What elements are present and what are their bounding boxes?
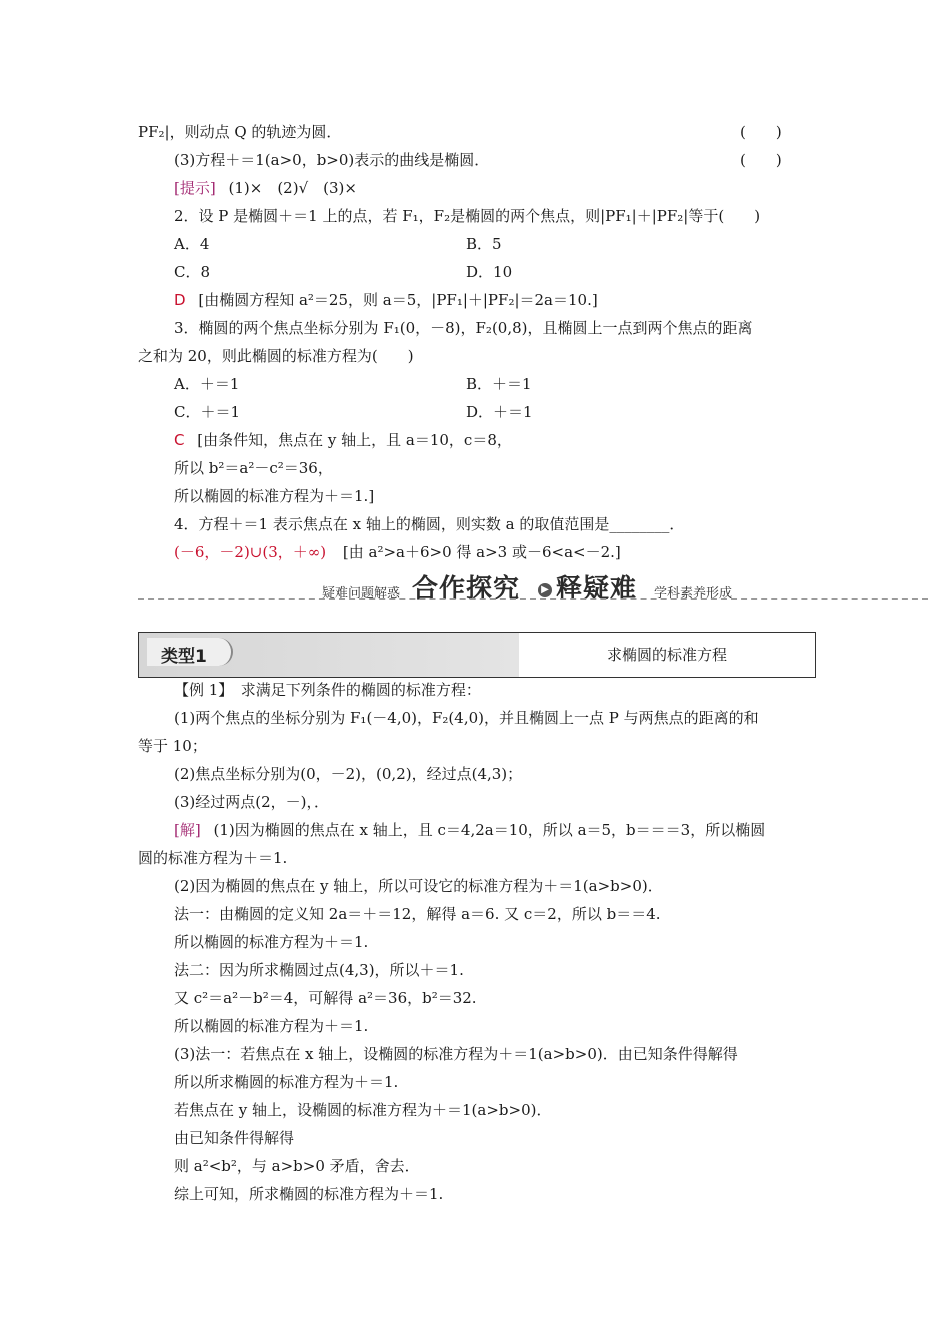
section-subtitle-left: 疑难问题解惑 (322, 586, 401, 601)
answer-text: [由椭圆方程知 a²＝25，则 a＝5，|PF₁|＋|PF₂|＝2a＝10.] (198, 291, 598, 309)
section-divider (138, 598, 928, 600)
text-line-e18: 则 a²<b²，与 a>b>0 矛盾，舍去． (174, 1157, 420, 1175)
answer-text: [由 a²>a＋6>0 得 a>3 或－6<a<－2.] (342, 543, 621, 561)
text-line-l1: PF₂|，则动点 Q 的轨迹为圆． (138, 123, 342, 141)
text-line-e14: (3)法一：若焦点在 x 轴上，设椭圆的标准方程为＋＝1(a>b>0)．由已知条件得解得 (174, 1045, 738, 1063)
type-title: 求椭圆的标准方程 (606, 646, 727, 664)
text-line-e1: 【例 1】 求满足下列条件的椭圆的标准方程： (174, 681, 481, 699)
section-title-left: 合作探究 (412, 574, 521, 604)
section-subtitle-right: 学科素养形成 (654, 586, 733, 601)
text-line-e15: 所以所求椭圆的标准方程为＋＝1. (174, 1073, 399, 1091)
section-title-right: 释疑难 (556, 574, 638, 604)
text-line-e10: 所以椭圆的标准方程为＋＝1. (174, 933, 369, 951)
text-line-l2: (3)方程＋＝1(a>0，b>0)表示的曲线是椭圆． (174, 151, 490, 169)
hint-line (174, 178, 357, 198)
text-line-l11b: D．＋＝1 (466, 403, 533, 421)
text-line-l10a: A．＋＝1 (174, 375, 240, 393)
text-line-e17: 由已知条件得解得 (174, 1129, 295, 1147)
answer-bracket: ( ) (740, 123, 782, 141)
text-line-e9: 法一：由椭圆的定义知 2a＝＋＝12，解得 a＝6. 又 c＝2，所以 b＝＝4. (174, 905, 661, 923)
text-line-l4: 2．设 P 是椭圆＋＝1 上的点，若 F₁，F₂是椭圆的两个焦点，则|PF₁|＋|PF₂|等于( ) (174, 207, 761, 225)
answer-range: (－6，－2)∪(3，＋∞) (174, 543, 327, 561)
text-line-l6a: C．8 (174, 263, 211, 281)
text-line-e3: 等于 10； (138, 737, 207, 755)
text-line-l10b: B．＋＝1 (466, 375, 532, 393)
text-line-e19: 综上可知，所求椭圆的标准方程为＋＝1. (174, 1185, 444, 1203)
text-line-e2: (1)两个焦点的坐标分别为 F₁(－4,0)，F₂(4,0)，并且椭圆上一点 P 与两焦点的距离的和 (174, 709, 759, 727)
text-line-l5b: B．5 (466, 235, 502, 253)
text-line-e16: 若焦点在 y 轴上，设椭圆的标准方程为＋＝1(a>b>0)． (174, 1101, 552, 1119)
text-line-e7: 圆的标准方程为＋＝1. (138, 849, 288, 867)
text-line-l13: 所以 b²＝a²－c²＝36， (174, 459, 333, 477)
text-line-l6b: D．10 (466, 263, 513, 281)
text-line-e13: 所以椭圆的标准方程为＋＝1. (174, 1017, 369, 1035)
text-line-l15: 4．方程＋＝1 表示焦点在 x 轴上的椭圆，则实数 a 的取值范围是________． (174, 515, 685, 533)
answer-line (174, 290, 598, 310)
text-line-e11: 法二：因为所求椭圆过点(4,3)，所以＋＝1. (174, 961, 464, 979)
arrow-right-icon: ▶ (538, 583, 552, 597)
text-line-l11a: C．＋＝1 (174, 403, 241, 421)
answer-text: [由条件知，焦点在 y 轴上，且 a＝10，c＝8， (197, 431, 512, 449)
text-line-l9: 之和为 20，则此椭圆的标准方程为( ) (138, 347, 414, 365)
text-line-e5: (3)经过两点(2，－)，． (174, 793, 329, 811)
type-header-box (138, 632, 816, 678)
text-line-e12: 又 c²＝a²－b²＝4，可解得 a²＝36，b²＝32. (174, 989, 477, 1007)
type-tab-text: 类型1 (161, 647, 207, 667)
text-line-l14: 所以椭圆的标准方程为＋＝1.] (174, 487, 375, 505)
solution-text: (1)因为椭圆的焦点在 x 轴上，且 c＝4,2a＝10，所以 a＝5，b＝＝＝3，所以椭圆 (213, 821, 766, 839)
solution-label: [解] (174, 821, 201, 839)
answer-letter: C (174, 431, 185, 449)
text-line-l8: 3．椭圆的两个焦点坐标分别为 F₁(0，－8)，F₂(0,8)，且椭圆上一点到两个焦点的距离 (174, 319, 753, 337)
solution-line (174, 820, 765, 840)
hint-label: [提示] (174, 179, 216, 197)
text-line-l5a: A．4 (174, 235, 210, 253)
answer-line (174, 430, 512, 450)
type-tab (139, 633, 519, 677)
text-line-e8: (2)因为椭圆的焦点在 y 轴上，所以可设它的标准方程为＋＝1(a>b>0)． (174, 877, 663, 895)
answer-line (174, 542, 621, 562)
hint-text: (1)× (2)√ (3)× (228, 179, 357, 197)
answer-letter: D (174, 291, 186, 309)
text-line-e4: (2)焦点坐标分别为(0，－2)，(0,2)，经过点(4,3)； (174, 765, 523, 783)
answer-bracket: ( ) (740, 151, 782, 169)
